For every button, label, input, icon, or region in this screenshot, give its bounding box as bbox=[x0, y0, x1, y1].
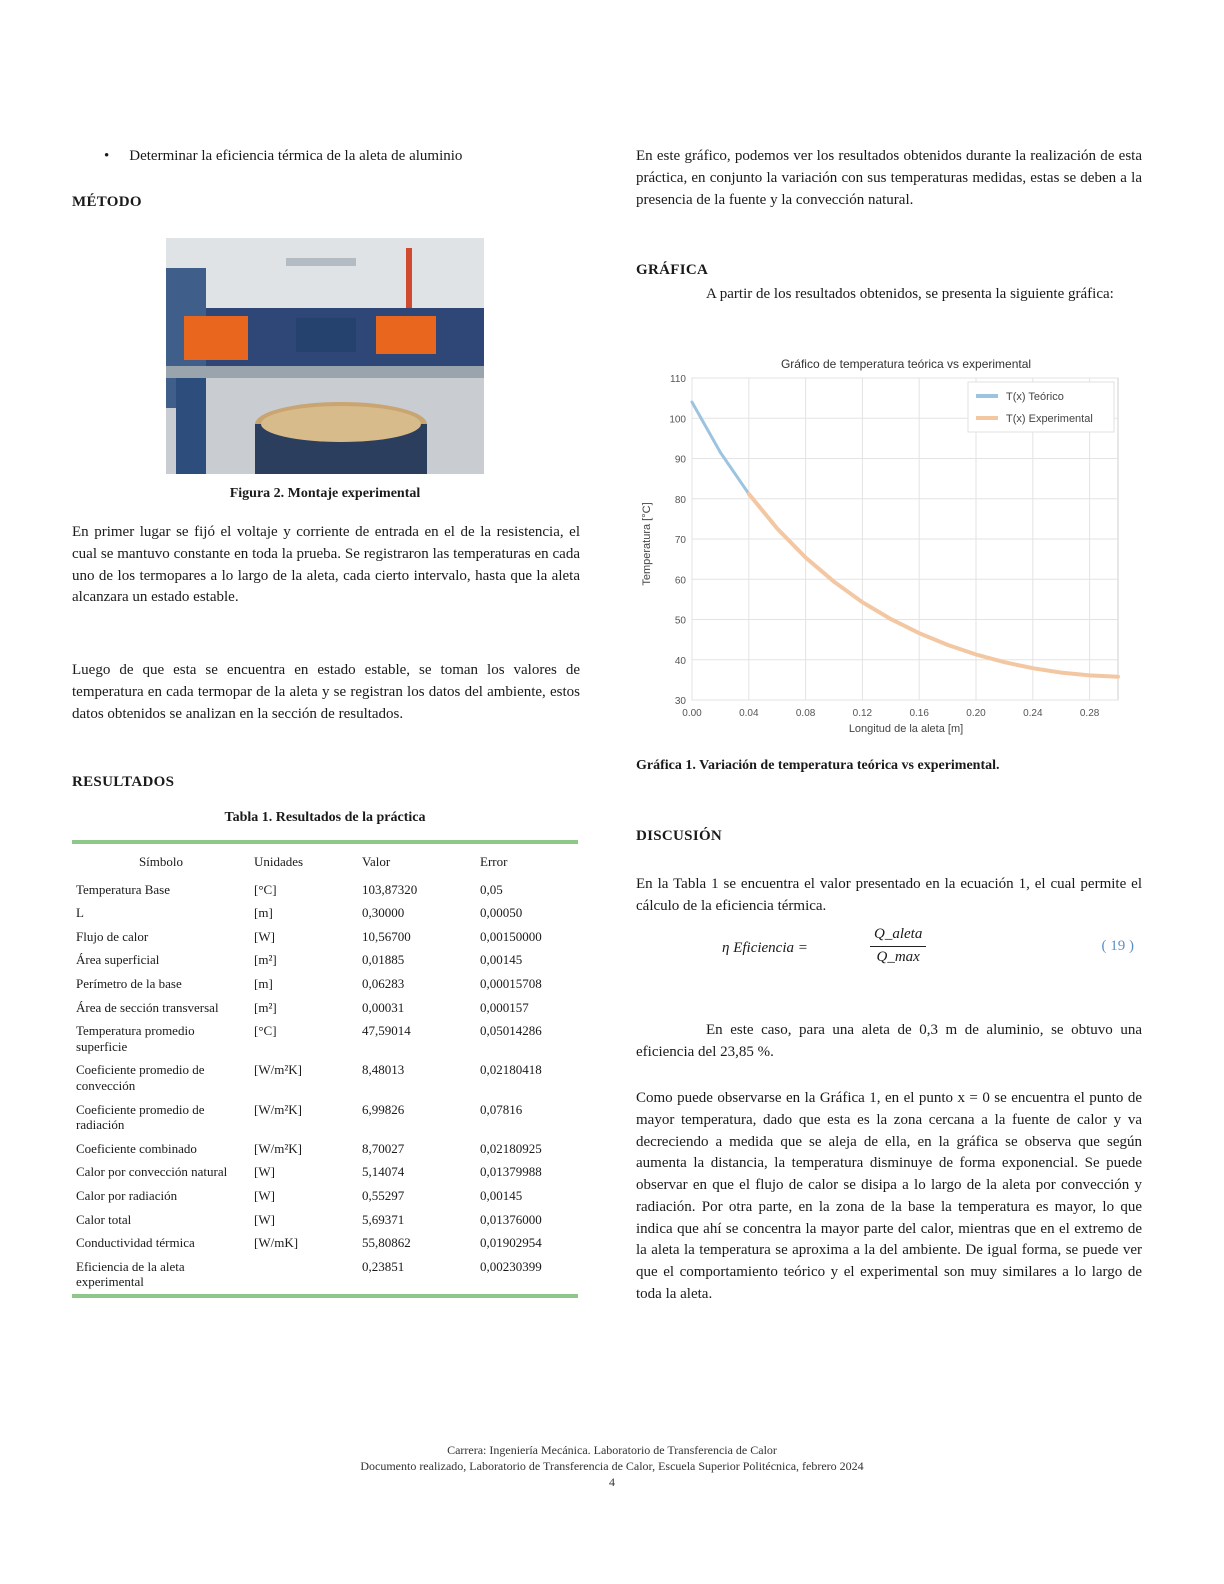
cell-error: 0,01902954 bbox=[480, 1235, 542, 1251]
cell-valor: 0,55297 bbox=[362, 1187, 405, 1203]
chart-xlabel: Longitud de la aleta [m] bbox=[848, 723, 964, 735]
cell-simbolo: Calor por radiación bbox=[76, 1187, 178, 1203]
cell-error: 0,00230399 bbox=[480, 1258, 542, 1274]
cell-valor: 55,80862 bbox=[362, 1235, 411, 1251]
cell-simbolo: L bbox=[76, 905, 84, 921]
cell-simbolo: Coeficiente combinado bbox=[76, 1140, 197, 1156]
table-header-row bbox=[72, 844, 578, 878]
equation-number: ( 19 ) bbox=[1101, 938, 1134, 954]
cell-simbolo: Área de sección transversal bbox=[76, 999, 219, 1015]
discussion-intro: En la Tabla 1 se encuentra el valor presentado en la ecuación 1, el cual permite el cálculo de la eficiencia térmica. bbox=[636, 876, 1142, 914]
equation-fraction bbox=[870, 924, 926, 969]
grafica-heading: GRÁFICA bbox=[636, 262, 709, 278]
table-caption: Tabla 1. Resultados de la práctica bbox=[224, 810, 426, 825]
experimental-setup-photo bbox=[166, 238, 484, 474]
chart-ylabel: Temperatura [°C] bbox=[641, 502, 653, 586]
cell-unidades: [W/m²K] bbox=[254, 1062, 302, 1078]
chart-title: Gráfico de temperatura teórica vs experimental bbox=[780, 357, 1032, 371]
temperature-chart bbox=[636, 348, 1142, 740]
cell-simbolo: Calor total bbox=[76, 1211, 132, 1227]
discussion-paragraph-3: Como puede observarse en la Gráfica 1, en el punto x = 0 se encuentra el punto de mayor temperatura, dado que esta es la zona cercana a la fuente de calor y va decreciendo a medida que se aleja de ella, en la gráfica se observa que según aumenta la distancia, la temperatura disminuye de forma exponencial. Se puede observar en que el flujo de calor se disipa a lo largo de la aleta por convección y radiación. Por otra parte, en la zona de la base la temperatura es mayor, lo que indica que ahí se concentra la mayor parte del calor, mientras que en el extremo de la aleta la temperatura se aproxima a la del ambiente. De igual forma, se puede ver que el comportamiento teórico y el experimental son muy similares a lo largo de toda la aleta. bbox=[636, 1090, 1142, 1302]
y-tick-label: 70 bbox=[674, 535, 686, 546]
y-tick-label: 40 bbox=[674, 655, 686, 667]
cell-valor: 10,56700 bbox=[362, 928, 411, 944]
col-header-unidades: Unidades bbox=[254, 854, 304, 869]
cell-unidades: [m] bbox=[254, 975, 273, 991]
col-header-simbolo: Símbolo bbox=[138, 854, 184, 869]
equation-lhs: η Eficiencia = bbox=[722, 940, 808, 956]
y-tick-label: 100 bbox=[669, 414, 686, 426]
cell-simbolo: Eficiencia de la aleta experimental bbox=[76, 1258, 185, 1290]
cell-simbolo: Coeficiente promedio de convección bbox=[76, 1062, 205, 1093]
cell-valor: 0,01885 bbox=[362, 952, 405, 968]
x-tick-label: 0.16 bbox=[909, 708, 929, 719]
footer-line-1: Carrera: Ingeniería Mecánica. Laboratorio de Transferencia de Calor bbox=[447, 1443, 777, 1457]
y-tick-label: 90 bbox=[674, 454, 686, 466]
cell-error: 0,00015708 bbox=[480, 975, 542, 991]
resultados-heading: RESULTADOS bbox=[72, 774, 175, 790]
y-tick-label: 80 bbox=[674, 494, 686, 506]
method-paragraph-2: Luego de que esta se encuentra en estado estable, se toman los valores de temperatura en cada termopar de la aleta y se registran los datos del ambiente, estos datos obtenidos se analizan en la sección de resultados. bbox=[72, 662, 580, 722]
table-row bbox=[72, 948, 578, 972]
cell-simbolo: Temperatura promedio superficie bbox=[76, 1023, 195, 1054]
discusion-heading: DISCUSIÓN bbox=[636, 828, 723, 844]
x-tick-label: 0.04 bbox=[739, 708, 759, 719]
efficiency-equation bbox=[722, 924, 1142, 984]
cell-error: 0,01376000 bbox=[480, 1211, 542, 1227]
cell-valor: 8,70027 bbox=[362, 1140, 405, 1156]
footer bbox=[0, 1442, 1224, 1491]
y-tick-label: 60 bbox=[674, 575, 686, 587]
cell-unidades: [m²] bbox=[254, 999, 277, 1015]
cell-unidades bbox=[250, 1255, 358, 1294]
cell-error: 0,00050 bbox=[480, 905, 523, 921]
table-body bbox=[72, 878, 578, 1294]
cell-unidades: [W/mK] bbox=[254, 1235, 299, 1251]
cell-error: 0,00150000 bbox=[480, 928, 542, 944]
table-row bbox=[72, 996, 578, 1020]
cell-simbolo: Coeficiente promedio de radiación bbox=[76, 1101, 205, 1133]
grafica-intro: A partir de los resultados obtenidos, se presenta la siguiente gráfica: bbox=[706, 286, 1114, 302]
series-line-experimental bbox=[749, 494, 1118, 677]
intro-paragraph: En este gráfico, podemos ver los resultados obtenidos durante la realización de esta práctica, en conjunto la variación con sus temperaturas medidas, estas se deben a la presencia de la fuente y la convección natural. bbox=[636, 148, 1142, 208]
equation-denominator: Q_max bbox=[876, 948, 920, 965]
discussion-paragraph-2: En este caso, para una aleta de 0,3 m de aluminio, se obtuvo una eficiencia del 23,85 %. bbox=[636, 1022, 1142, 1060]
y-tick-label: 50 bbox=[674, 615, 686, 627]
cell-error: 0,05014286 bbox=[480, 1023, 542, 1039]
legend-label: T(x) Experimental bbox=[1006, 413, 1093, 425]
chart-legend bbox=[968, 382, 1114, 432]
cell-error: 0,02180925 bbox=[480, 1140, 542, 1156]
legend-label: T(x) Teórico bbox=[1006, 391, 1064, 403]
chart-caption: Gráfica 1. Variación de temperatura teórica vs experimental. bbox=[636, 758, 1000, 773]
table-bottom-rule bbox=[72, 1294, 578, 1298]
cell-unidades: [W] bbox=[254, 1187, 275, 1203]
cell-valor: 0,30000 bbox=[362, 905, 405, 921]
cell-unidades: [°C] bbox=[254, 1023, 277, 1039]
col-header-error: Error bbox=[480, 854, 508, 869]
y-tick-label: 110 bbox=[670, 374, 686, 385]
cell-valor: 103,87320 bbox=[362, 881, 418, 897]
cell-valor: 0,06283 bbox=[362, 975, 405, 991]
cell-unidades: [W] bbox=[254, 1211, 275, 1227]
bullet-text: Determinar la eficiencia térmica de la aleta de aluminio bbox=[129, 148, 463, 164]
table-row bbox=[72, 901, 578, 925]
table-row bbox=[72, 1160, 578, 1184]
metodo-heading: MÉTODO bbox=[72, 194, 142, 210]
objective-bullet bbox=[104, 146, 580, 168]
cell-valor: 0,00031 bbox=[362, 999, 405, 1015]
x-tick-label: 0.24 bbox=[1023, 708, 1043, 719]
page-number: 4 bbox=[609, 1475, 615, 1490]
cell-unidades: [W] bbox=[254, 1164, 275, 1180]
footer-line-2: Documento realizado, Laboratorio de Transferencia de Calor, Escuela Superior Politécnica, febrero 2024 bbox=[360, 1459, 864, 1474]
bullet-symbol: • bbox=[104, 148, 110, 164]
x-tick-label: 0.20 bbox=[966, 708, 986, 719]
chart-svg bbox=[636, 348, 1142, 740]
y-tick-label: 30 bbox=[674, 696, 686, 707]
x-tick-label: 0.12 bbox=[852, 708, 873, 719]
cell-unidades: [W/m²K] bbox=[254, 1140, 302, 1156]
cell-unidades: [W/m²K] bbox=[254, 1101, 302, 1117]
x-tick-label: 0.08 bbox=[795, 708, 816, 719]
cell-valor: 0,23851 bbox=[362, 1258, 405, 1274]
setup-illustration bbox=[166, 238, 484, 474]
cell-simbolo: Calor por convección natural bbox=[76, 1164, 228, 1180]
cell-simbolo: Perímetro de la base bbox=[76, 975, 182, 991]
cell-error: 0,000157 bbox=[480, 999, 529, 1015]
table-row bbox=[72, 1098, 578, 1137]
table-row bbox=[72, 1208, 578, 1232]
cell-unidades: [m] bbox=[254, 905, 273, 921]
x-tick-label: 0.00 bbox=[682, 708, 702, 719]
results-table bbox=[72, 844, 578, 1294]
equation-numerator: Q_aleta bbox=[870, 924, 926, 947]
cell-error: 0,00145 bbox=[480, 1187, 523, 1203]
table-row bbox=[72, 1019, 578, 1058]
table-row bbox=[72, 1137, 578, 1161]
figure-caption: Figura 2. Montaje experimental bbox=[229, 486, 421, 501]
table-row bbox=[72, 1184, 578, 1208]
table-row bbox=[72, 878, 578, 902]
x-tick-label: 0.28 bbox=[1079, 708, 1100, 719]
cell-unidades: [°C] bbox=[254, 881, 277, 897]
cell-valor: 8,48013 bbox=[362, 1062, 405, 1078]
table-row bbox=[72, 1255, 578, 1294]
cell-valor: 47,59014 bbox=[362, 1023, 411, 1039]
col-header-valor: Valor bbox=[362, 854, 391, 869]
table-row bbox=[72, 1231, 578, 1255]
cell-error: 0,07816 bbox=[480, 1101, 523, 1117]
method-paragraph-1: En primer lugar se fijó el voltaje y corriente de entrada en el de la resistencia, el cual se mantuvo constante en toda la prueba. Se registraron las temperaturas en cada uno de los termopares a lo largo de la aleta, cada cierto intervalo, hasta que la aleta alcanzara un estado estable. bbox=[72, 524, 580, 606]
cell-error: 0,00145 bbox=[480, 952, 523, 968]
cell-error: 0,02180418 bbox=[480, 1062, 542, 1078]
cell-unidades: [m²] bbox=[254, 952, 277, 968]
cell-valor: 5,69371 bbox=[362, 1211, 405, 1227]
cell-valor: 6,99826 bbox=[362, 1101, 405, 1117]
cell-error: 0,05 bbox=[480, 881, 503, 897]
cell-simbolo: Flujo de calor bbox=[76, 928, 149, 944]
cell-unidades: [W] bbox=[254, 928, 275, 944]
cell-error: 0,01379988 bbox=[480, 1164, 542, 1180]
cell-valor: 5,14074 bbox=[362, 1164, 405, 1180]
results-table-wrapper bbox=[72, 840, 578, 1298]
cell-simbolo: Conductividad térmica bbox=[76, 1235, 195, 1251]
table-row bbox=[72, 1058, 578, 1097]
cell-simbolo: Área superficial bbox=[76, 952, 160, 968]
table-row bbox=[72, 925, 578, 949]
table-row bbox=[72, 972, 578, 996]
cell-simbolo: Temperatura Base bbox=[76, 881, 171, 897]
